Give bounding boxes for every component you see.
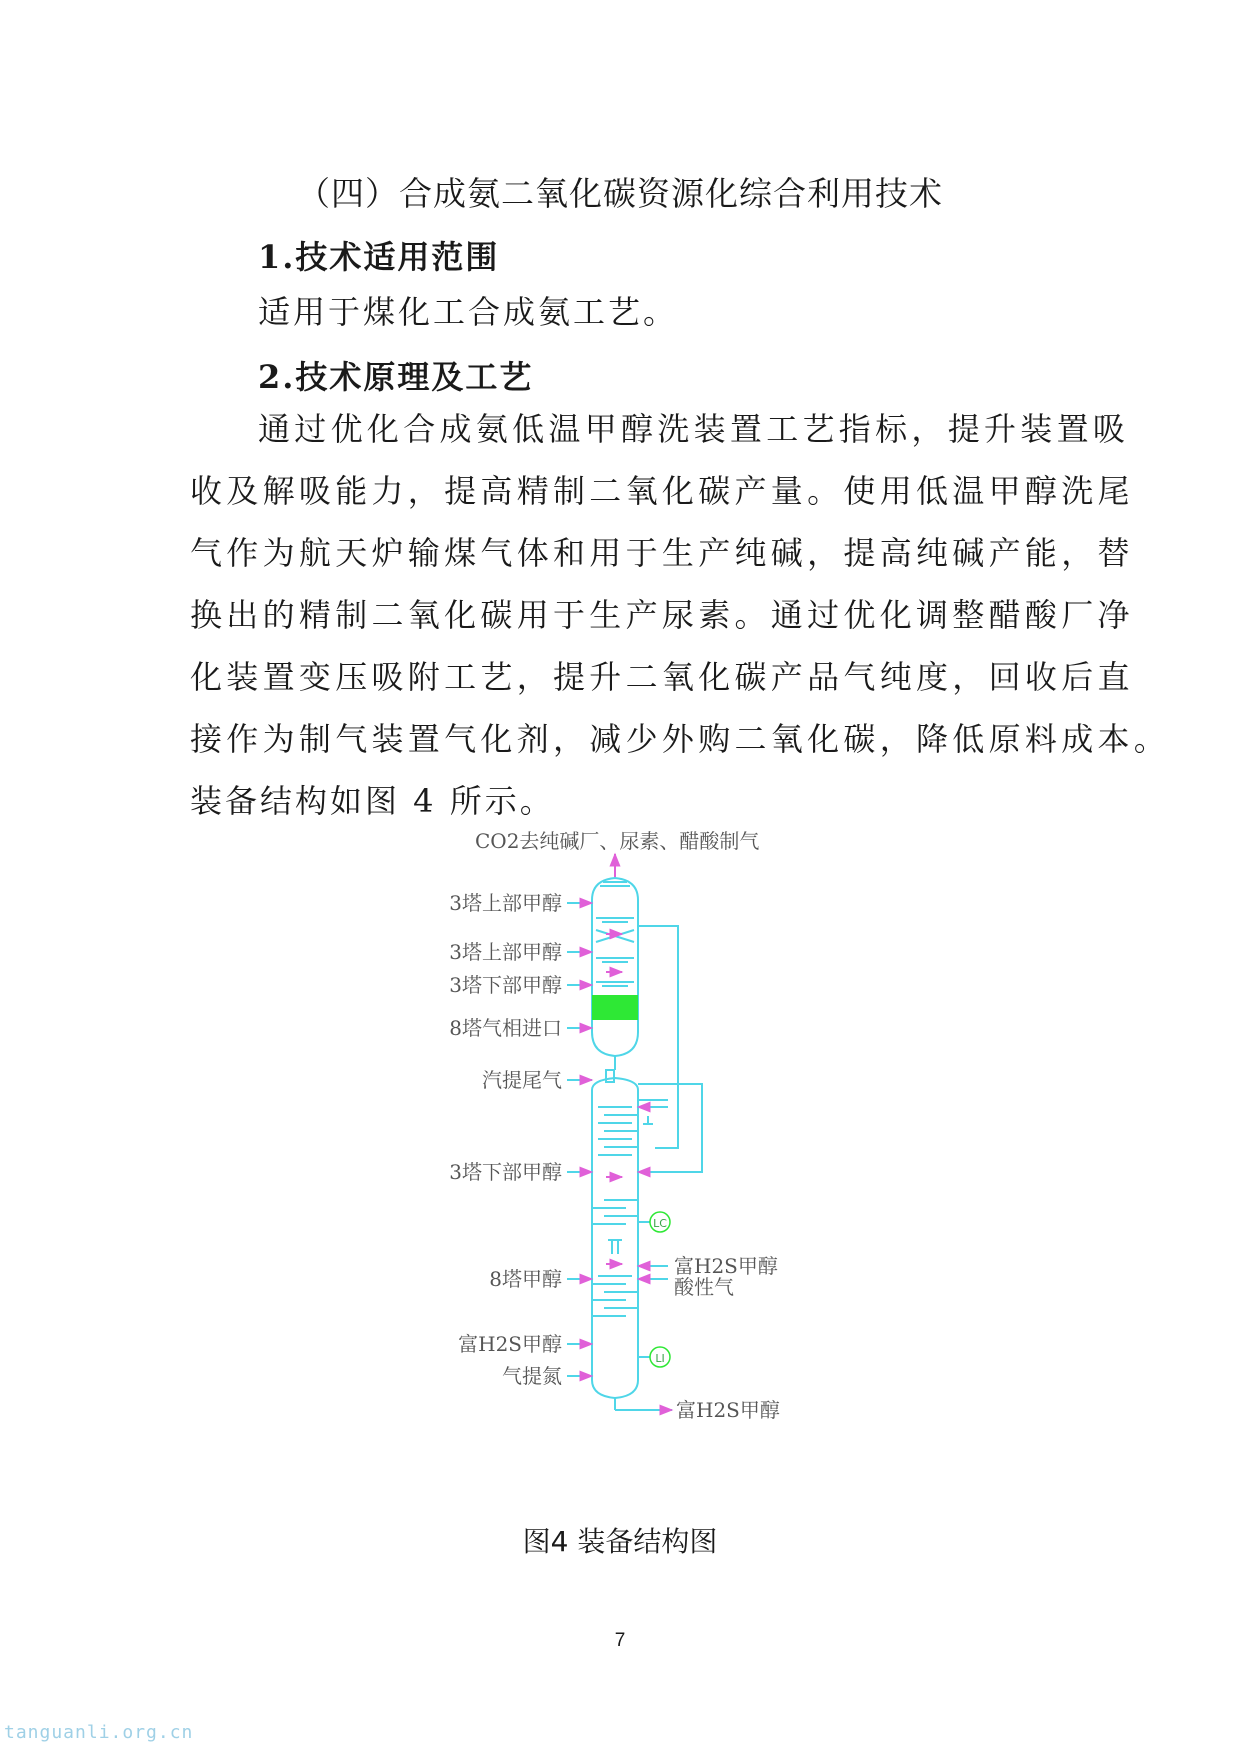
lower-column <box>592 1078 638 1410</box>
paragraph-line: 接作为制气装置气化剂，减少外购二氧化碳，降低原料成本。 <box>190 720 1171 758</box>
paragraph-line: 换出的精制二氧化碳用于生产尿素。通过优化调整醋酸厂净 <box>190 596 1134 634</box>
fig-label-right: 酸性气 <box>674 1275 734 1299</box>
li-label: LI <box>655 1352 665 1365</box>
fig-label-left: 8塔甲醇 <box>489 1267 562 1291</box>
section-title: （四）合成氨二氧化碳资源化综合利用技术 <box>297 174 943 213</box>
external-piping <box>638 926 702 1172</box>
fig-label-right: 富H2S甲醇 <box>676 1398 780 1422</box>
paragraph-line: 收及解吸能力，提高精制二氧化碳产量。使用低温甲醇洗尾 <box>190 472 1134 510</box>
fig-label-right: 富H2S甲醇 <box>674 1254 778 1278</box>
paragraph-line: 通过优化合成氨低温甲醇洗装置工艺指标，提升装置吸 <box>258 410 1130 448</box>
fig-label-left: 3塔下部甲醇 <box>449 973 562 997</box>
level-controller <box>638 1212 670 1232</box>
fig-label-left: 3塔上部甲醇 <box>449 940 562 964</box>
fig-label-left: 富H2S甲醇 <box>458 1332 562 1356</box>
principle-paragraph <box>190 398 1171 832</box>
figure-caption: 图4 装备结构图 <box>522 1525 718 1558</box>
fig-label-left: 气提氮 <box>502 1364 562 1388</box>
packing-bed <box>592 995 638 1020</box>
heading-scope: 1.技术适用范围 <box>258 238 500 276</box>
heading-principle: 2.技术原理及工艺 <box>258 358 534 396</box>
paragraph-line: 气作为航天炉输煤气体和用于生产纯碱，提高纯碱产能，替 <box>190 534 1134 572</box>
fig-label-left: 8塔气相进口 <box>449 1016 562 1040</box>
page-number: 7 <box>614 1630 626 1651</box>
inlet-arrows <box>567 903 592 1376</box>
scope-text: 适用于煤化工合成氨工艺。 <box>258 293 679 331</box>
fig-label-left: 3塔下部甲醇 <box>449 1160 562 1184</box>
fig-label-left: 3塔上部甲醇 <box>449 891 562 915</box>
paragraph-line: 化装置变压吸附工艺，提升二氧化碳产品气纯度，回收后直 <box>190 658 1134 696</box>
lc-label: LC <box>653 1217 667 1230</box>
distributor-arrows <box>606 934 622 1264</box>
paragraph-line: 装备结构如图 4 所示。 <box>190 782 555 820</box>
fig-label-left: 汽提尾气 <box>482 1068 562 1092</box>
level-indicator <box>638 1347 670 1367</box>
watermark: tanguanli.org.cn <box>4 1722 194 1743</box>
equipment-diagram <box>430 822 810 1492</box>
co2-outlet-label: CO2去纯碱厂、尿素、醋酸制气 <box>475 829 760 853</box>
upper-column <box>592 878 638 1056</box>
